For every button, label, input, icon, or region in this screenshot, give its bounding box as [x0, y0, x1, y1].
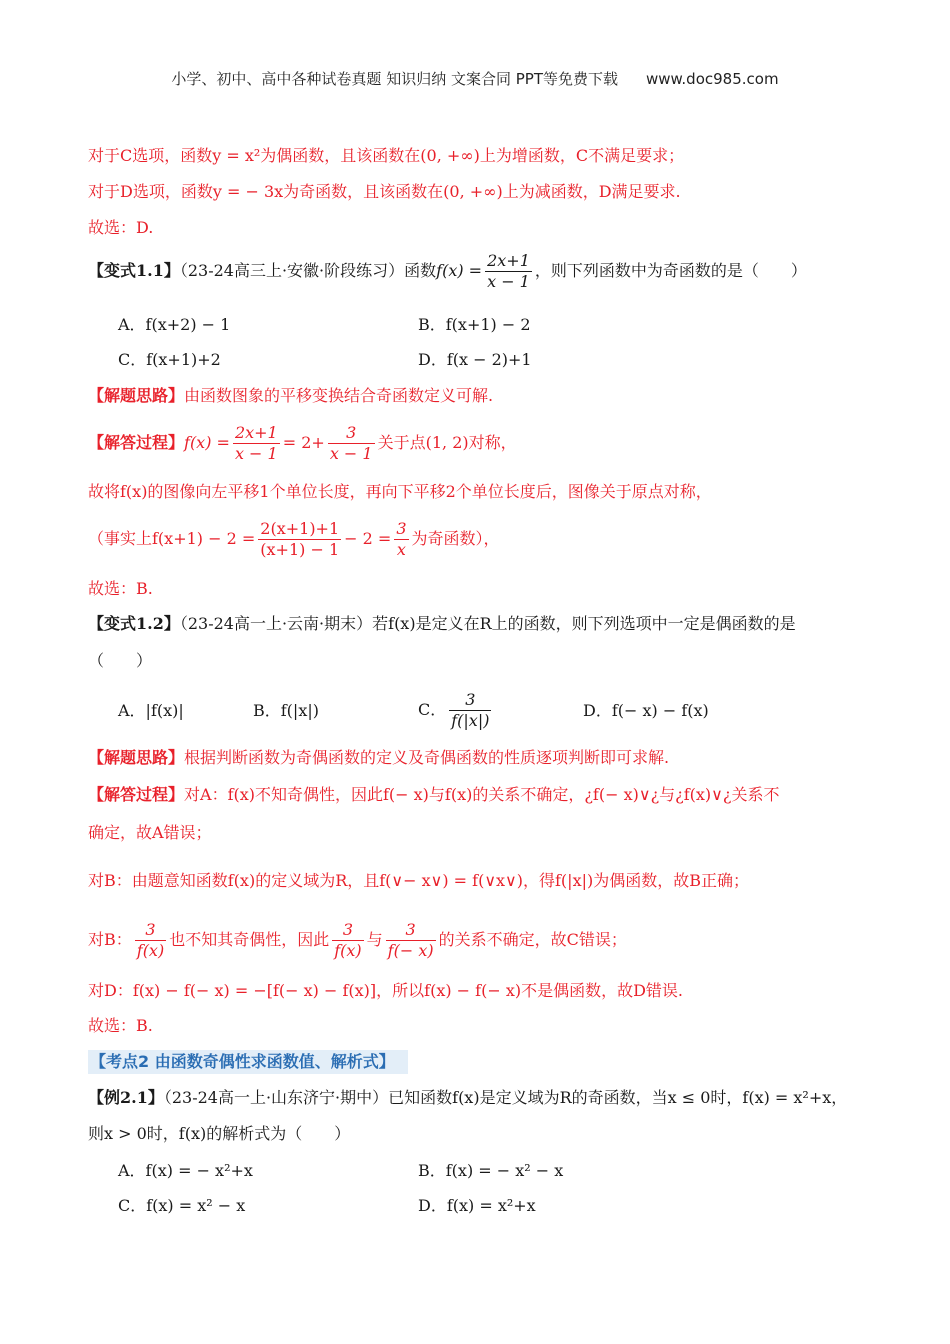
q12-proc-a2: 确定，故A错误；: [88, 823, 212, 842]
prev-line-d: 对于D选项，函数y = − 3x为奇函数，且该函数在(0, +∞)上为减函数，D满足要求.: [88, 182, 681, 201]
q12-proc-a: [88, 784, 890, 806]
q11-source: （23-24高三上·安徽·阶段练习）函数: [179, 261, 437, 280]
q11-line3-pre: （事实上f(x+1) − 2 =: [88, 529, 256, 548]
q11-line3: [88, 518, 890, 560]
q11-line3-num: 2(x+1)+1: [260, 519, 340, 538]
q12-answer: 故选：B.: [88, 1016, 153, 1035]
q12-proc-c-num: 3: [135, 920, 166, 941]
q11-idea: [88, 385, 890, 407]
q11-answer: 故选：B.: [88, 579, 153, 598]
q12-option-d: D．f(− x) − f(x): [583, 701, 709, 720]
q11-den: x − 1: [487, 272, 530, 291]
q12-proc-c-pre: 对B：: [88, 930, 132, 949]
q12-option-a: A．|f(x)|: [118, 701, 184, 720]
q11-line3-frac1: [258, 519, 341, 560]
q11-tag: 【变式1.1】: [88, 261, 180, 280]
q12-stem-text: （23-24高一上·云南·期末）若f(x)是定义在R上的函数，则下列选项中一定是偶函数的是: [179, 614, 796, 633]
q12-option-c-frac: [449, 690, 491, 731]
q12-proc-c: [88, 918, 890, 962]
ex21-stem: [88, 1087, 890, 1109]
header-text: 小学、初中、高中各种试卷真题 知识归纳 文案合同 PPT等免费下载: [171, 70, 618, 88]
q11-option-b: B．f(x+1) − 2: [418, 315, 531, 334]
q12-option-c-den: f(|x|): [451, 711, 490, 730]
q12-option-b: B．f(|x|): [253, 701, 319, 720]
page-header: [0, 68, 950, 89]
q12-proc-c-den3: f(− x): [387, 941, 434, 960]
q12-proc-d: 对D：f(x) − f(− x) = −[f(− x) − f(x)]，所以f(x) − f(− x)不是偶函数，故D错误.: [88, 981, 684, 1000]
q11-proc-mid: = 2+: [282, 433, 325, 452]
q12-proc-c-tail: 的关系不确定，故C错误；: [438, 930, 627, 949]
q11-proc-fx: f(x) =: [184, 433, 230, 452]
q12-idea-tag: 【解题思路】: [88, 748, 185, 767]
q12-proc-c-frac3: [386, 920, 436, 961]
q12-option-c-num: 3: [449, 690, 491, 711]
ex21-option-b: B．f(x) = − x² − x: [418, 1161, 564, 1180]
q12-proc-c-den2: f(x): [334, 941, 362, 960]
q11-line3-mid: − 2 =: [344, 529, 392, 548]
q11-line3-den: (x+1) − 1: [260, 540, 340, 559]
q11-proc-tail: 关于点(1, 2)对称，: [377, 433, 517, 452]
q12-idea: [88, 747, 890, 769]
ex21-option-a: A．f(x) = − x²+x: [118, 1161, 253, 1180]
prev-line-c: 对于C选项，函数y = x²为偶函数，且该函数在(0, +∞)上为增函数，C不满足要求；: [88, 146, 685, 165]
header-site: www.doc985.com: [645, 70, 779, 88]
q12-proc-a-text: 对A：f(x)不知奇偶性，因此f(− x)与f(x)的关系不确定，¿f(− x)∨¿与¿f(x)∨¿关系不: [184, 785, 780, 804]
q12-proc-c-mid2: 与: [366, 930, 383, 949]
q11-option-c: C．f(x+1)+2: [118, 350, 221, 369]
q11-stem: [88, 250, 890, 292]
q12-tag: 【变式1.2】: [88, 614, 180, 633]
q11-option-d: D．f(x − 2)+1: [418, 350, 532, 369]
q12-idea-text: 根据判断函数为奇偶函数的定义及奇偶函数的性质逐项判断即可求解.: [184, 748, 670, 767]
ex21-tag: 【例2.1】: [88, 1088, 164, 1107]
q11-proc-tag: 【解答过程】: [88, 433, 185, 452]
q11-process: [88, 422, 890, 464]
q11-proc-frac2: [328, 423, 375, 464]
prev-answer: 故选：D.: [88, 218, 154, 237]
q12-paren: （ ）: [88, 651, 153, 670]
q11-line3-tail: 为奇函数），: [411, 529, 500, 548]
ex21-stem2: 则x > 0时，f(x)的解析式为（ ）: [88, 1124, 351, 1143]
q11-option-a: A．f(x+2) − 1: [118, 315, 231, 334]
q12-stem: [88, 613, 890, 635]
q11-proc-num1: 2x+1: [234, 423, 278, 442]
q12-proc-c-frac2: [332, 920, 363, 961]
q11-line3-den2: x: [396, 540, 406, 559]
q11-line2: 故将f(x)的图像向左平移1个单位长度，再向下平移2个单位长度后，图像关于原点对称，: [88, 482, 712, 501]
q11-proc-den2: x − 1: [329, 444, 373, 463]
q11-idea-text: 由函数图象的平移变换结合奇函数定义可解.: [184, 386, 494, 405]
q12-proc-c-mid1: 也不知其奇偶性，因此: [169, 930, 330, 949]
q11-fx: f(x) =: [436, 261, 483, 280]
q11-idea-tag: 【解题思路】: [88, 386, 185, 405]
q12-proc-tag: 【解答过程】: [88, 785, 185, 804]
q12-option-c-label: C．: [418, 700, 447, 719]
q12-option-c: [418, 687, 494, 733]
q11-line3-frac2: [394, 519, 408, 560]
section-header: 【考点2 由函数奇偶性求函数值、解析式】: [88, 1050, 408, 1074]
ex21-option-d: D．f(x) = x²+x: [418, 1196, 536, 1215]
q11-fraction: [485, 251, 532, 292]
q11-line3-num2: 3: [396, 519, 407, 538]
ex21-stem-text: （23-24高一上·山东济宁·期中）已知函数f(x)是定义域为R的奇函数，当x ≤ 0时，f(x) = x²+x，: [163, 1088, 848, 1107]
q11-proc-num2: 3: [328, 423, 375, 444]
q12-proc-c-num3: 3: [386, 920, 436, 941]
q12-proc-c-den: f(x): [136, 941, 165, 960]
ex21-option-c: C．f(x) = x² − x: [118, 1196, 246, 1215]
q11-tail: ，则下列函数中为奇函数的是（ ）: [534, 261, 807, 280]
q12-proc-c-num2: 3: [332, 920, 363, 941]
q11-proc-den1: x − 1: [234, 444, 278, 463]
q12-proc-b: 对B：由题意知函数f(x)的定义域为R，且f(∨− x∨) = f(∨x∨)，得f(|x|)为偶函数，故B正确；: [88, 871, 749, 890]
q11-num: 2x+1: [487, 251, 530, 270]
q12-proc-c-frac1: [135, 920, 166, 961]
q11-proc-frac1: [233, 423, 280, 464]
